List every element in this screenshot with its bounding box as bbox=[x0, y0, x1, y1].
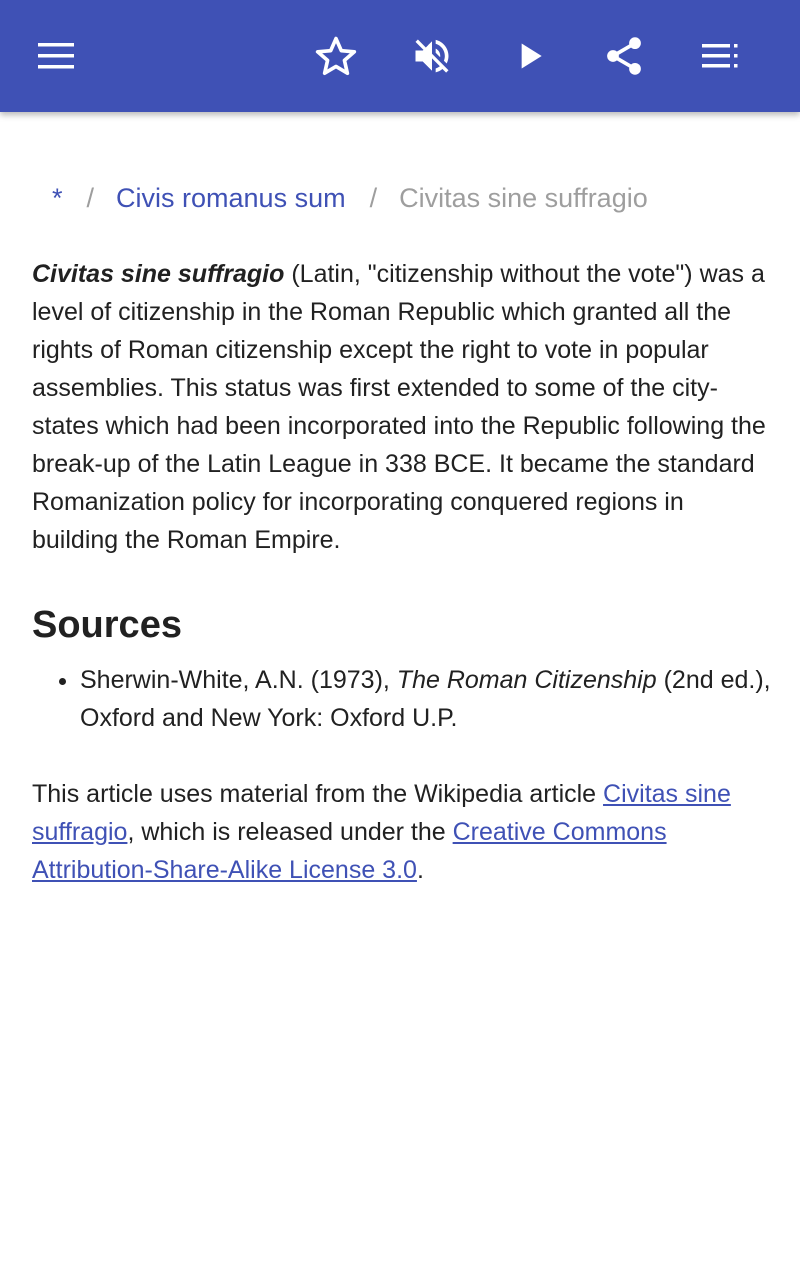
menu-button[interactable] bbox=[28, 28, 84, 84]
sources-heading: Sources bbox=[32, 604, 182, 646]
lead-text: (Latin, "citizenship without the vote") was a level of citizenship in the Roman Republic which granted all the rights of Roman citizenship except the right to vote in popular assemblies. This status was first extended to some of the city-states which had been incorporated into the Republic following the break-up of the Latin League in 338 BCE. It became the standard Romanization policy for incorporating conquered regions in building the Roman Empire. bbox=[32, 260, 766, 554]
list-item bbox=[80, 661, 772, 737]
breadcrumb-current: Civitas sine suffragio bbox=[399, 183, 648, 213]
breadcrumb bbox=[52, 170, 772, 226]
share-icon bbox=[602, 34, 646, 78]
breadcrumb-root-link[interactable]: * bbox=[52, 183, 63, 213]
source-author: Sherwin-White, A.N. (1973), bbox=[80, 666, 397, 694]
play-icon bbox=[510, 36, 550, 76]
attribution-text: . bbox=[416, 856, 424, 884]
breadcrumb-parent-link[interactable]: Civis romanus sum bbox=[116, 183, 346, 213]
breadcrumb-separator: / bbox=[86, 183, 95, 213]
lead-paragraph bbox=[32, 255, 772, 559]
article-content bbox=[32, 170, 772, 889]
playlist-icon bbox=[700, 41, 740, 71]
star-icon bbox=[314, 34, 358, 78]
breadcrumb-separator: / bbox=[369, 183, 378, 213]
source-title: The Roman Citizenship bbox=[396, 666, 657, 694]
attribution-text: , which is released under the bbox=[127, 818, 453, 846]
lead-term: Civitas sine suffragio bbox=[32, 260, 285, 288]
play-button[interactable] bbox=[502, 28, 558, 84]
hamburger-menu-icon bbox=[36, 41, 76, 71]
license-link[interactable]: Creative Commons Attribution-Share-Alike License 3.0 bbox=[32, 818, 667, 884]
attribution-paragraph bbox=[32, 775, 772, 889]
source-details: (2nd ed.), Oxford and New York: Oxford U.P. bbox=[80, 666, 771, 732]
sources-list bbox=[32, 661, 772, 737]
mute-button[interactable] bbox=[404, 28, 460, 84]
share-button[interactable] bbox=[596, 28, 652, 84]
attribution-text: This article uses material from the Wikipedia article bbox=[32, 780, 604, 808]
favorite-button[interactable] bbox=[308, 28, 364, 84]
contents-button[interactable] bbox=[692, 28, 748, 84]
app-bar bbox=[0, 0, 800, 112]
volume-off-icon bbox=[410, 34, 454, 78]
wikipedia-article-link[interactable]: Civitas sine suffragio bbox=[32, 780, 731, 846]
